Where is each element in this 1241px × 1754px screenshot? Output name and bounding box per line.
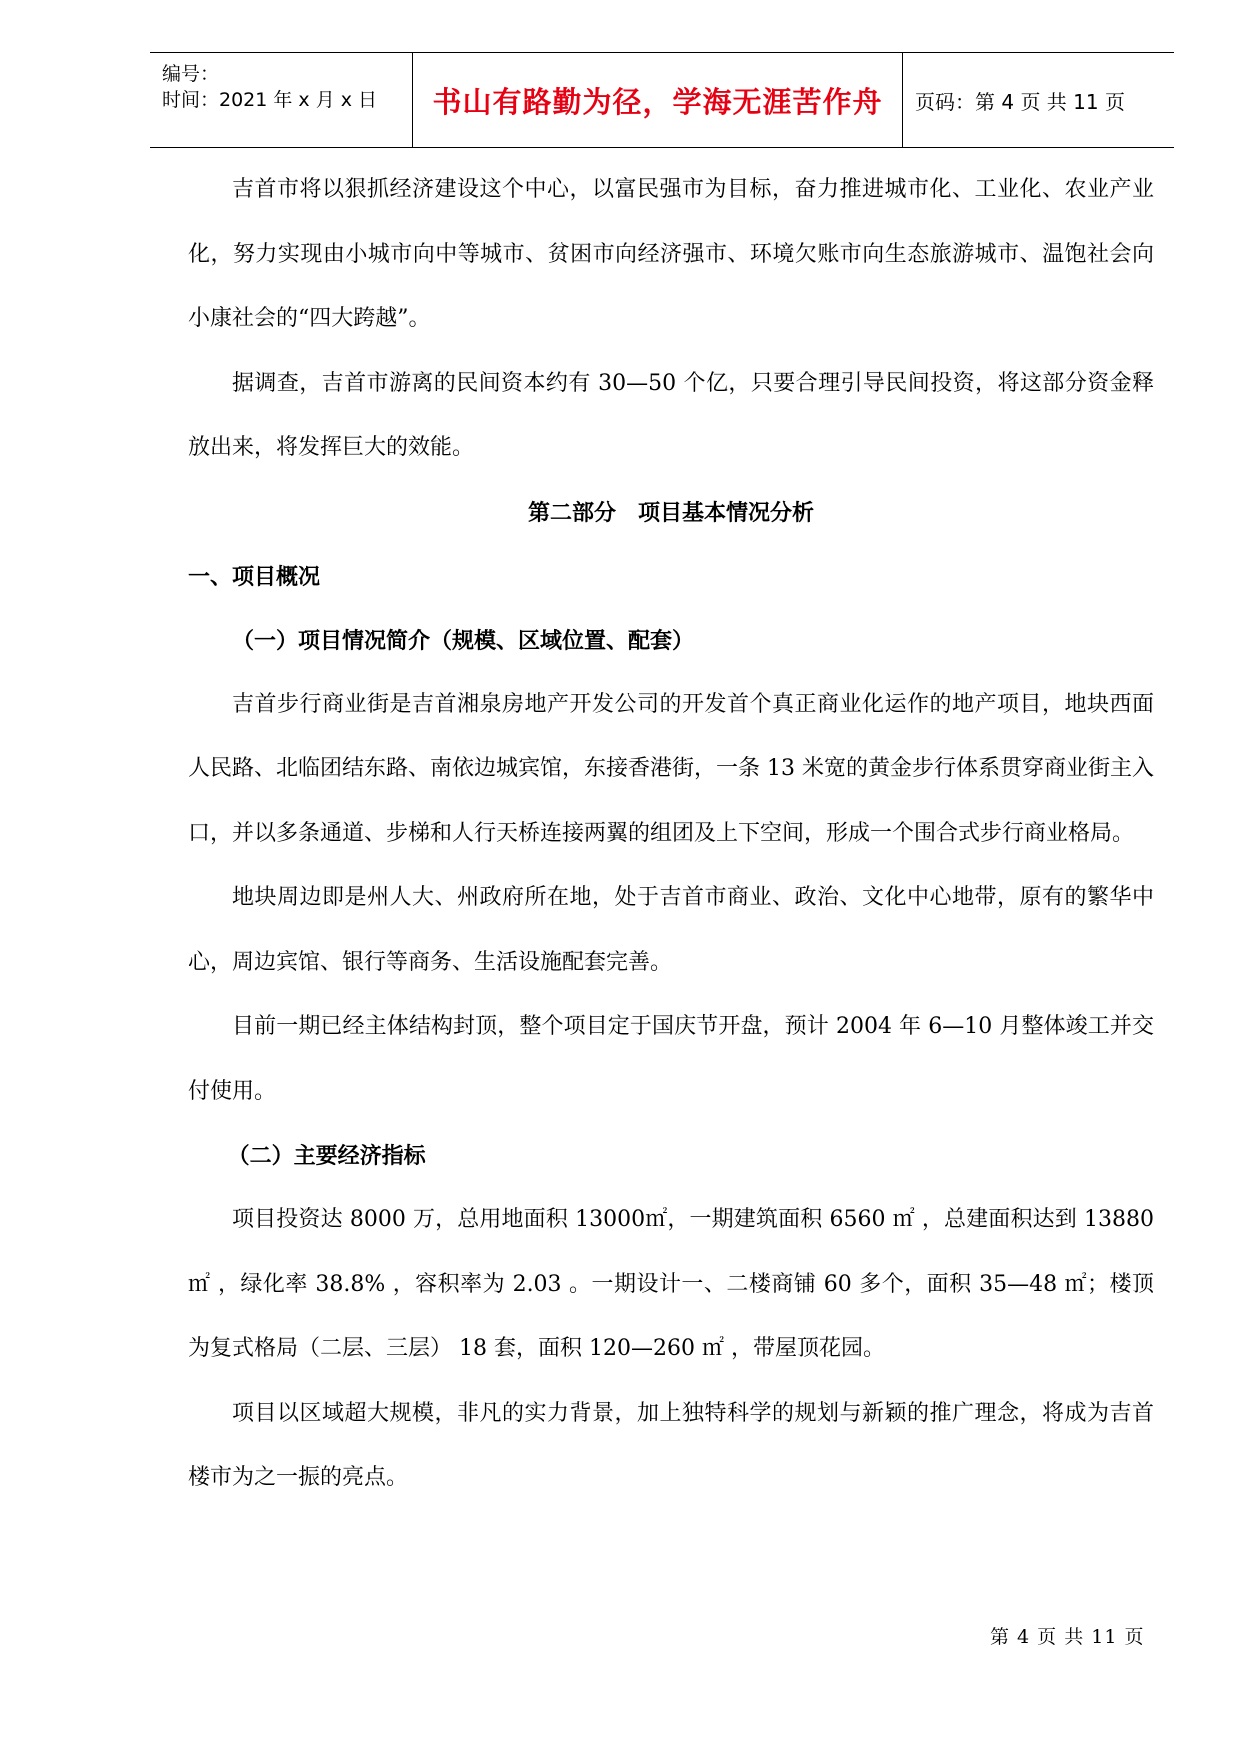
heading-project-overview: 一、项目概况 — [188, 563, 321, 590]
header-page-cell — [903, 53, 1174, 147]
subheading-economic-indicators: （二）主要经济指标 — [227, 1143, 426, 1169]
document-time-label: 时间：2021 年 x 月 x 日 — [162, 89, 378, 111]
header-motto-cell — [413, 53, 903, 147]
paragraph: 地块周边即是州人大、州政府所在地，处于吉首市商业、政治、文化中心地带，原有的繁华中心，周边宾馆、银行等商务、生活设施配套完善。 — [188, 885, 1154, 975]
paragraph: 据调查，吉首市游离的民间资本约有 30—50 个亿，只要合理引导民间投资，将这部分资金释放出来，将发挥巨大的效能。 — [188, 370, 1154, 460]
subheading-project-intro: （一）项目情况简介（规模、区域位置、配套） — [232, 627, 695, 654]
section-title: 第二部分 项目基本情况分析 — [527, 499, 814, 526]
footer-page-number: 第 4 页 共 11 页 — [990, 1626, 1145, 1648]
paragraph: 目前一期已经主体结构封顶，整个项目定于国庆节开盘，预计 2004 年 6—10 月整体竣工并交付使用。 — [188, 1014, 1154, 1104]
paragraph: 项目以区域超大规模，非凡的实力背景，加上独特科学的规划与新颖的推广理念，将成为吉首楼市为之一振的亮点。 — [188, 1400, 1154, 1490]
document-body — [188, 158, 1154, 1511]
header-motto: 书山有路勤为径，学海无涯苦作舟 — [432, 84, 883, 119]
paragraph: 吉首市将以狠抓经济建设这个中心，以富民强市为目标，奋力推进城市化、工业化、农业产业化，努力实现由小城市向中等城市、贫困市向经济强市、环境欠账市向生态旅游城市、温饱社会向小康社会的“四大跨越”。 — [188, 177, 1154, 331]
paragraph: 项目投资达 8000 万，总用地面积 13000㎡，一期建筑面积 6560 ㎡ ，总建面积达到 13880 ㎡ ，绿化率 38.8% ，容积率为 2.03 。一期设计一、二楼商铺 60 多个，面积 35—48 ㎡；楼顶为复式格局（二层、三层） 18 套，面积 120—260 ㎡ ，带屋顶花园。 — [188, 1207, 1154, 1361]
document-number-label: 编号： — [162, 63, 220, 85]
paragraph: 吉首步行商业街是吉首湘泉房地产开发公司的开发首个真正商业化运作的地产项目，地块西面人民路、北临团结东路、南依边城宾馆，东接香港街，一条 13 米宽的黄金步行体系贯穿商业街主入口，并以多条通道、步梯和人行天桥连接两翼的组团及上下空间，形成一个围合式步行商业格局。 — [188, 691, 1154, 846]
document-header — [150, 52, 1174, 148]
header-page-number: 页码：第 4 页 共 11 页 — [915, 89, 1125, 114]
header-meta-cell — [150, 53, 413, 147]
